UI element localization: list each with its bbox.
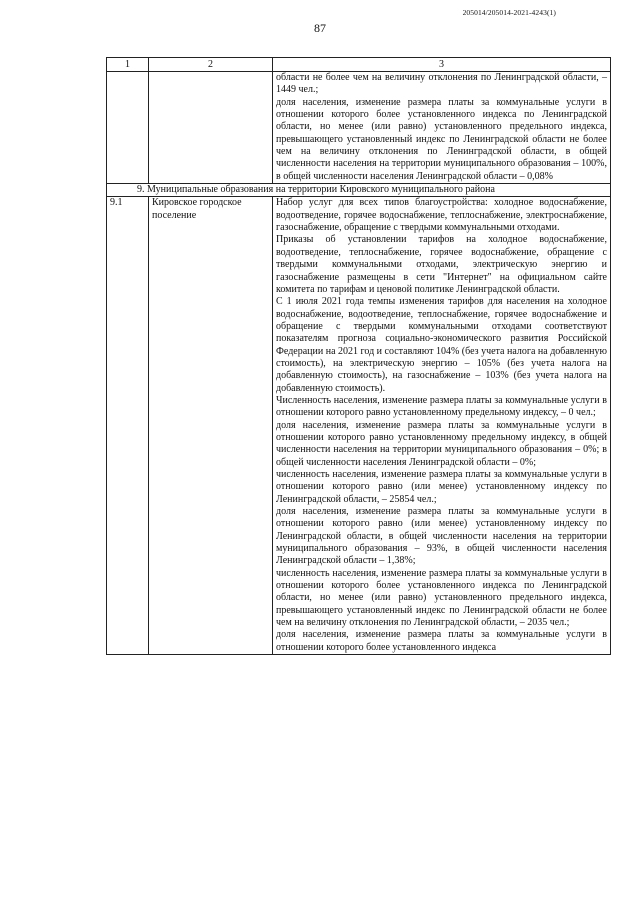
paragraph: численность населения, изменение размера платы за коммунальные услуги в отношении которого равно (или менее) установленному индексу по Ленинградской области, – 25854 чел.; — [276, 469, 607, 505]
column-header: 1 — [107, 58, 149, 72]
paragraph: доля населения, изменение размера платы за коммунальные услуги в отношении которого равно установленному предельному индексу, в общей численности населения на территории муниципального образования – 0%; в общей численности населения Ленинградской области – 0%; — [276, 419, 607, 468]
paragraph: доля населения, изменение размера платы за коммунальные услуги в отношении которого равно (или менее) установленному индексу по Ленинградской области, в общей численности населения на территории муниципального образования – 93%, в общей численности населения Ленинградской области – 1,38%; — [276, 506, 607, 567]
paragraph: численность населения, изменение размера платы за коммунальные услуги в отношении которого более установленного индекса по Ленинградской области, но менее (или равно) установленного предельного индекса, превышающего установленный индекс по Ленинградской области не более чем на величину отклонения по Ленинградской области, – 2035 чел.; — [276, 567, 607, 629]
page-number: 87 — [314, 21, 326, 35]
municipality-cell: Кировское городское поселение — [149, 197, 273, 655]
paragraph: Набор услуг для всех типов благоустройства: холодное водоснабжение, водоотведение, горячее водоснабжение, теплоснабжение, электроснабжение, газоснабжение, обращение с твердыми коммунальными отходами. — [276, 197, 607, 234]
paragraph: Численность населения, изменение размера платы за коммунальные услуги в отношении которого равно установленному предельному индексу, – 0 чел.; — [276, 394, 607, 419]
paragraph: С 1 июля 2021 года темпы изменения тарифов для населения на холодное водоснабжение, водоотведение, теплоснабжение, горячее водоснабжение и обращение с твердыми коммунальными отходами соответствуют показателям прогноза социально-экономического развития Российской Федерации на 2021 год и составляют 104% (без учета налога на добавленную стоимость), на электрическую энергию – 105% (без учета налога на добавленную стоимость), на газоснабжение – 103% (без учета налога на добавленную стоимость). — [276, 296, 607, 394]
paragraph: доля населения, изменение размера платы за коммунальные услуги в отношении которого более установленного индекса — [276, 629, 607, 653]
table-row — [107, 72, 611, 184]
data-table — [106, 57, 611, 655]
municipality-cell — [149, 72, 273, 184]
row-number-cell: 9.1 — [107, 197, 149, 655]
paragraph: области не более чем на величину отклонения по Ленинградской области, – 1449 чел.; — [276, 72, 607, 96]
paragraph: Приказы об установлении тарифов на холодное водоснабжение, водоотведение, теплоснабжение, горячее водоснабжение, обращение с твердыми коммунальными отходами, электрическую энергию и газоснабжение размещены в сети "Интернет" на официальном сайте комитета по тарифам и ценовой политике Ленинградской области. — [276, 234, 607, 295]
description-cell — [273, 72, 611, 184]
column-header: 3 — [273, 58, 611, 72]
section-row — [107, 184, 611, 197]
table-header-row — [107, 58, 611, 72]
section-title: 9. Муниципальные образования на территории Кировского муниципального района — [107, 184, 611, 197]
description-cell — [273, 197, 611, 655]
document-id: 205014/205014-2021-4243(1) — [462, 8, 556, 17]
row-number-cell — [107, 72, 149, 184]
table-row — [107, 197, 611, 655]
column-header: 2 — [149, 58, 273, 72]
paragraph: доля населения, изменение размера платы за коммунальные услуги в отношении которого более установленного индекса по Ленинградской области, но менее (или равно) установленного предельного индекса, превышающего установленный индекс по Ленинградской области не более чем на величину отклонения по Ленинградской области, в общей численности населения на территории муниципального образования – 100%, в общей численности населения Ленинградской области – 0,08% — [276, 96, 607, 182]
